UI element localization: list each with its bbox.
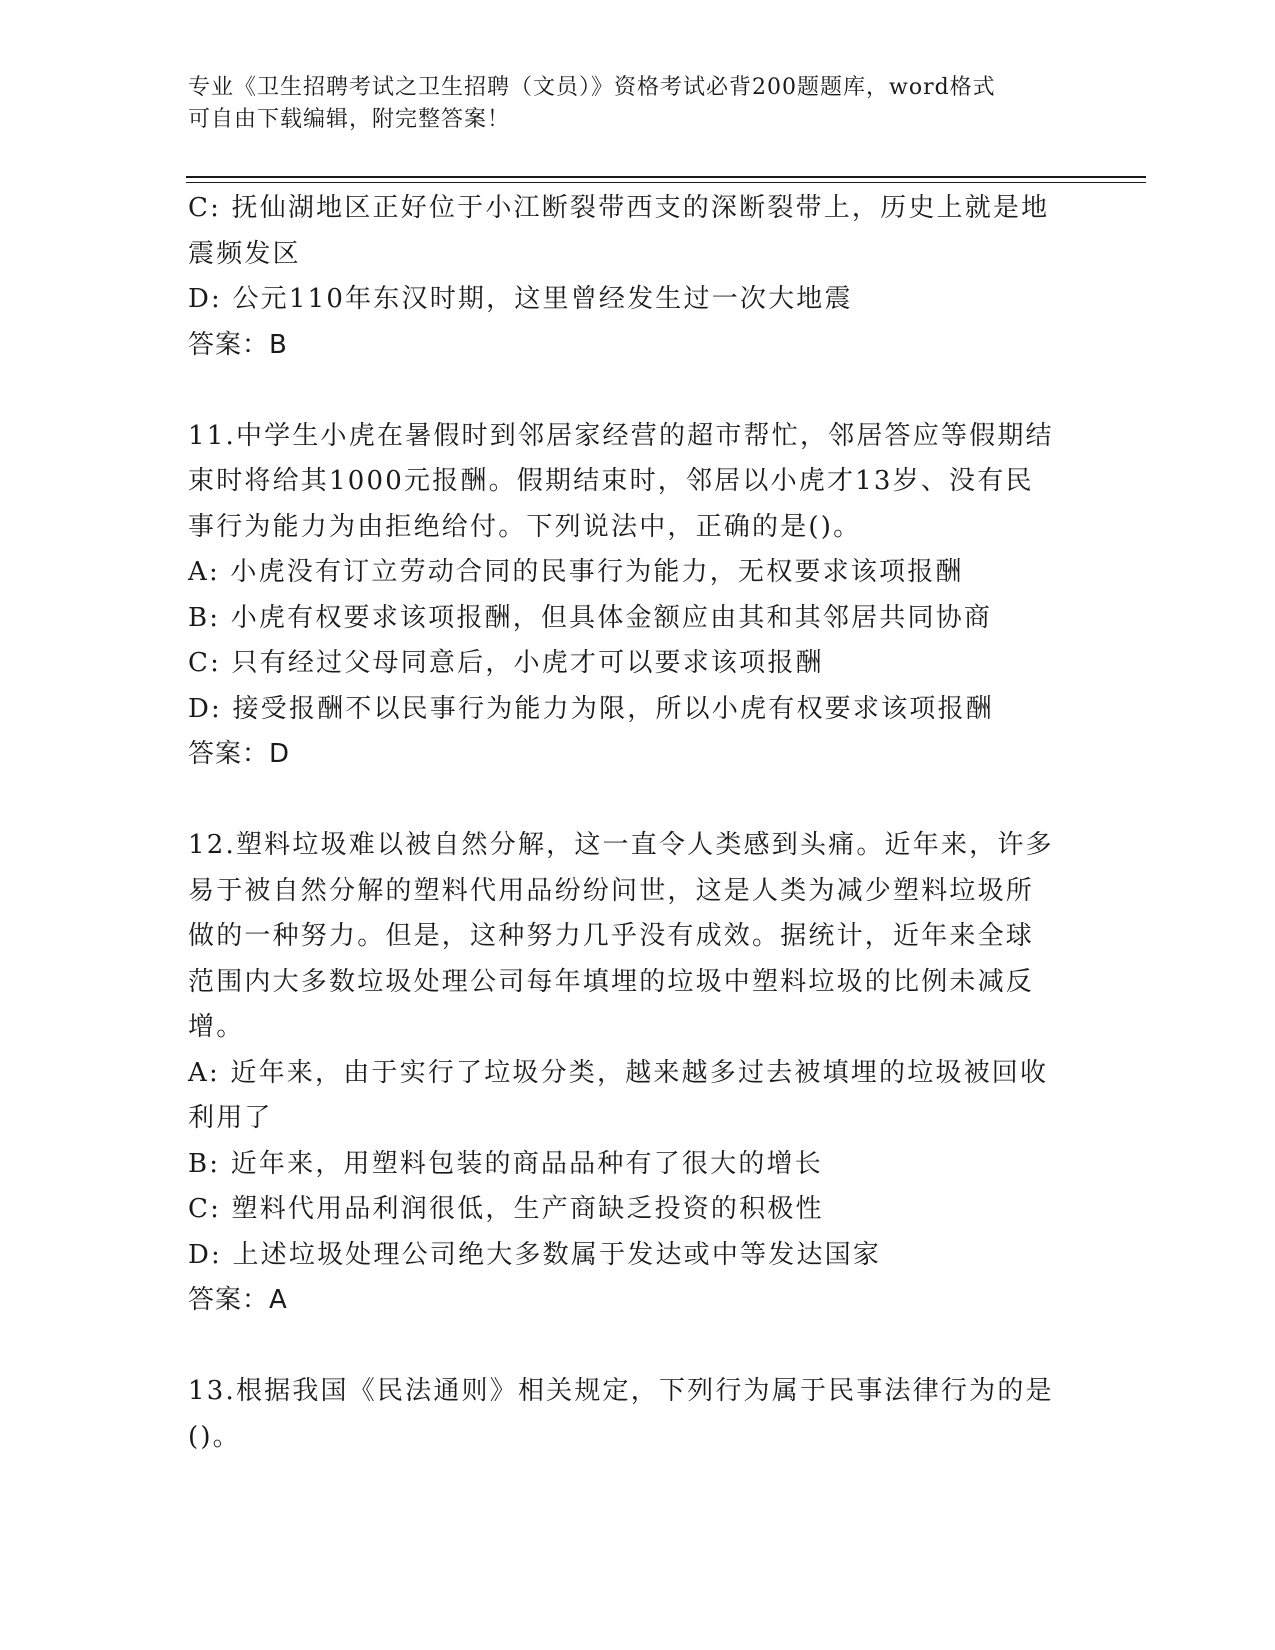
- page-header: [188, 72, 1068, 136]
- question-stem: ()。: [188, 1421, 241, 1452]
- option-b: B: 近年来，用塑料包装的商品品种有了很大的增长: [188, 1148, 823, 1179]
- question-stem: 增。: [188, 1012, 245, 1042]
- option-a: A: 近年来，由于实行了垃圾分类，越来越多过去被填埋的垃圾被回收: [188, 1057, 1049, 1088]
- question-stem: 事行为能力为由拒绝给付。下列说法中，正确的是()。: [188, 511, 862, 542]
- option-a-continued: 利用了: [188, 1103, 273, 1133]
- answer-line: 答案：A: [188, 1285, 288, 1315]
- spacer: [188, 368, 1088, 414]
- question-stem: 易于被自然分解的塑料代用品纷纷问世，这是人类为减少塑料垃圾所: [188, 875, 1035, 906]
- option-d: D: 接受报酬不以民事行为能力为限，所以小虎有权要求该项报酬: [188, 693, 994, 724]
- question-11: [188, 414, 1088, 778]
- header-divider-thick: [186, 176, 1146, 178]
- question-stem: 做的一种努力。但是，这种努力几乎没有成效。据统计，近年来全球: [188, 921, 1035, 951]
- option-c-continued: 震频发区: [188, 238, 301, 269]
- header-divider-thin: [186, 182, 1146, 183]
- question-stem: 范围内大多数垃圾处理公司每年填埋的垃圾中塑料垃圾的比例未减反: [188, 966, 1035, 997]
- option-d: D: 上述垃圾处理公司绝大多数属于发达或中等发达国家: [188, 1239, 882, 1270]
- question-stem: 束时将给其1000元报酬。假期结束时，邻居以小虎才13岁、没有民: [188, 466, 1034, 496]
- question-stem: 12.塑料垃圾难以被自然分解，这一直令人类感到头痛。近年来，许多: [188, 830, 1054, 860]
- question-content: [188, 186, 1088, 1460]
- header-title-line-1: 专业《卫生招聘考试之卫生招聘（文员）》资格考试必背200题题库，word格式: [188, 75, 996, 100]
- option-c: C: 只有经过父母同意后，小虎才可以要求该项报酬: [188, 648, 824, 678]
- option-d: D: 公元110年东汉时期，这里曾经发生过一次大地震: [188, 284, 853, 314]
- answer-line: 答案：B: [188, 329, 288, 360]
- spacer: [188, 778, 1088, 824]
- spacer: [188, 1324, 1088, 1370]
- header-title-line-2: 可自由下载编辑，附完整答案！: [188, 107, 511, 132]
- option-a: A: 小虎没有订立劳动合同的民事行为能力，无权要求该项报酬: [188, 557, 964, 587]
- question-stem: 13.根据我国《民法通则》相关规定，下列行为属于民事法律行为的是: [188, 1376, 1054, 1406]
- option-c: C: 抚仙湖地区正好位于小江断裂带西支的深断裂带上，历史上就是地: [188, 193, 1050, 223]
- option-c: C: 塑料代用品利润很低，生产商缺乏投资的积极性: [188, 1194, 824, 1224]
- question-12: [188, 823, 1088, 1324]
- question-stem: 11.中学生小虎在暑假时到邻居家经营的超市帮忙，邻居答应等假期结: [188, 420, 1054, 451]
- answer-line: 答案：D: [188, 739, 291, 769]
- option-b: B: 小虎有权要求该项报酬，但具体金额应由其和其邻居共同协商: [188, 602, 993, 633]
- question-10-tail: [188, 186, 1088, 368]
- question-13: [188, 1369, 1088, 1460]
